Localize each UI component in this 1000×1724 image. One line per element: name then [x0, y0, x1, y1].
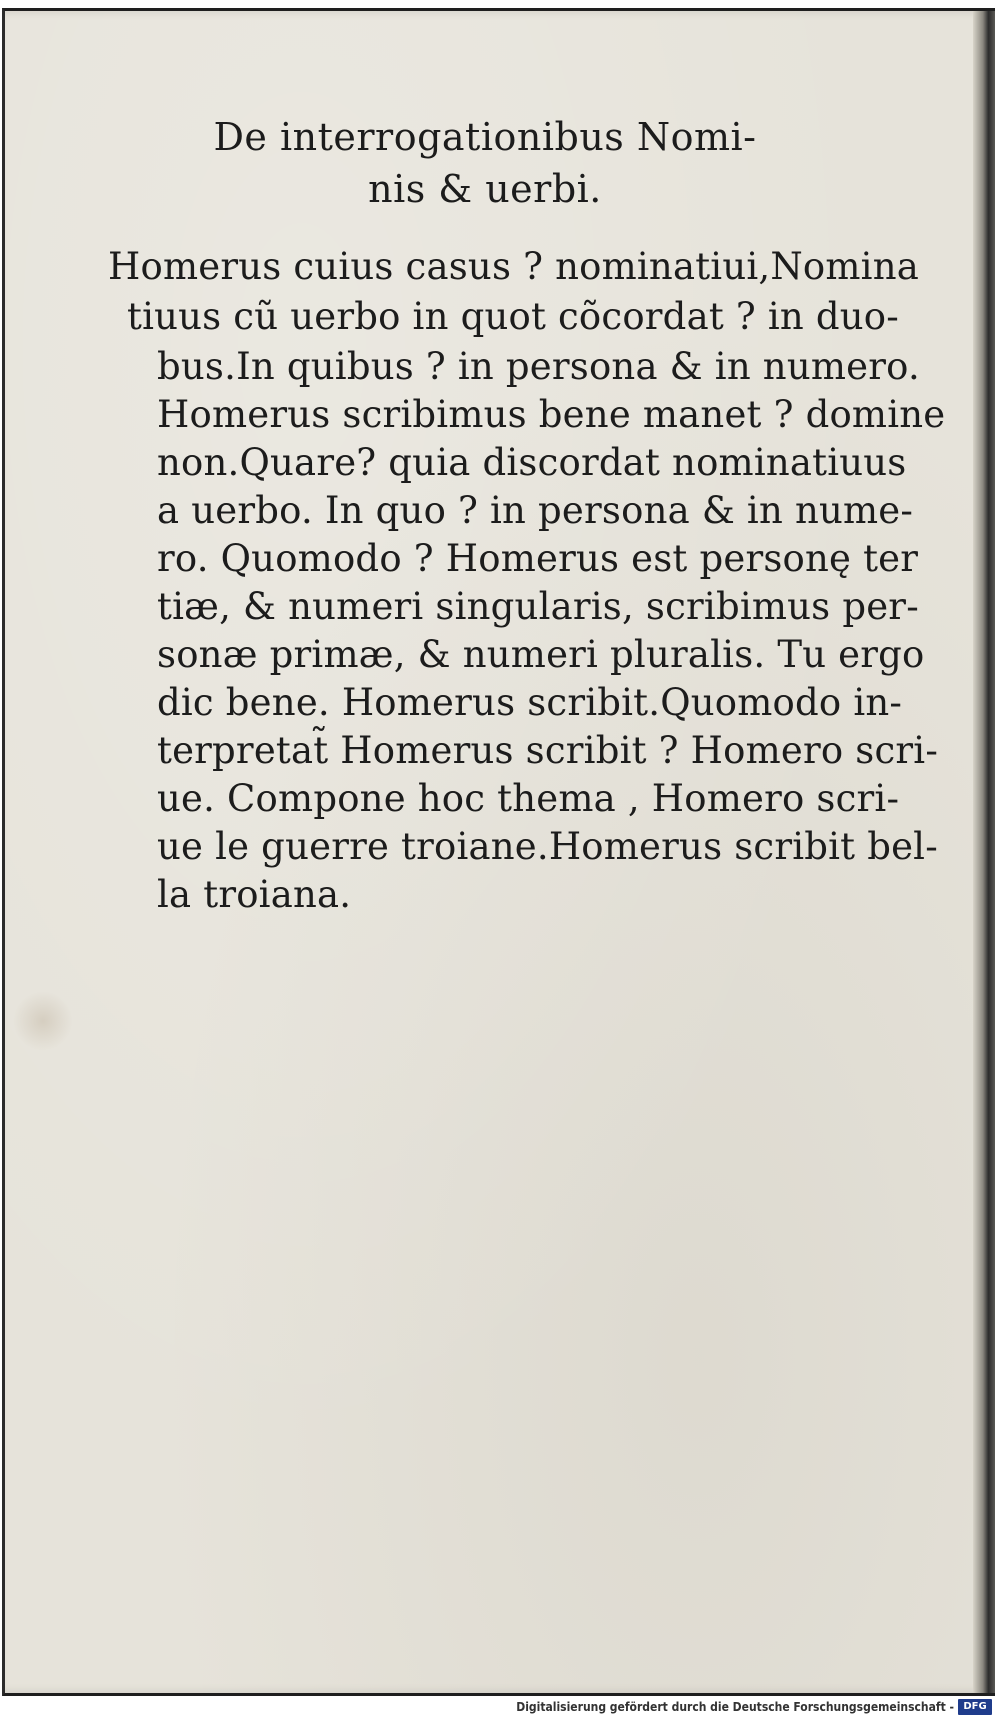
body-line: a uerbo. In quo ? in persona & in nume- [157, 489, 914, 532]
body-line: Homerus cuius casus ? nominatiui,Nomina [108, 245, 919, 288]
body-line: Homerus scribimus bene manet ? domine [157, 393, 946, 436]
heading-line-2: nis & uerbi. [368, 167, 602, 211]
body-line: bus.In quibus ? in persona & in numero. [157, 345, 920, 388]
dfg-logo-icon: DFG [958, 1699, 992, 1715]
heading-line-1: De interrogationibus Nomi- [213, 115, 757, 159]
body-line: sonæ primæ, & numeri pluralis. Tu ergo [157, 633, 925, 676]
digitization-footer [0, 1696, 1000, 1724]
body-line: ue. Compone hoc thema , Homero scri- [157, 777, 900, 820]
paper-stain [13, 991, 73, 1051]
body-line: tiuus cũ uerbo in quot cõcordat ? in duo- [127, 295, 899, 338]
body-line: terpretat̃ Homerus scribit ? Homero scri- [157, 729, 939, 772]
body-line: non.Quare? quia discordat nominatiuus [157, 441, 907, 484]
body-line: tiæ, & numeri singularis, scribimus per- [157, 585, 919, 628]
book-page [2, 8, 995, 1697]
body-line: la troiana. [157, 873, 352, 916]
body-line: ro. Quomodo ? Homerus est personę ter [157, 537, 919, 580]
page-edge [973, 11, 995, 1693]
funding-credit: Digitalisierung gefördert durch die Deutsche Forschungsgemeinschaft - [516, 1700, 954, 1714]
body-line: ue le guerre troiane.Homerus scribit bel- [157, 825, 938, 868]
body-line: dic bene. Homerus scribit.Quomodo in- [157, 681, 903, 724]
